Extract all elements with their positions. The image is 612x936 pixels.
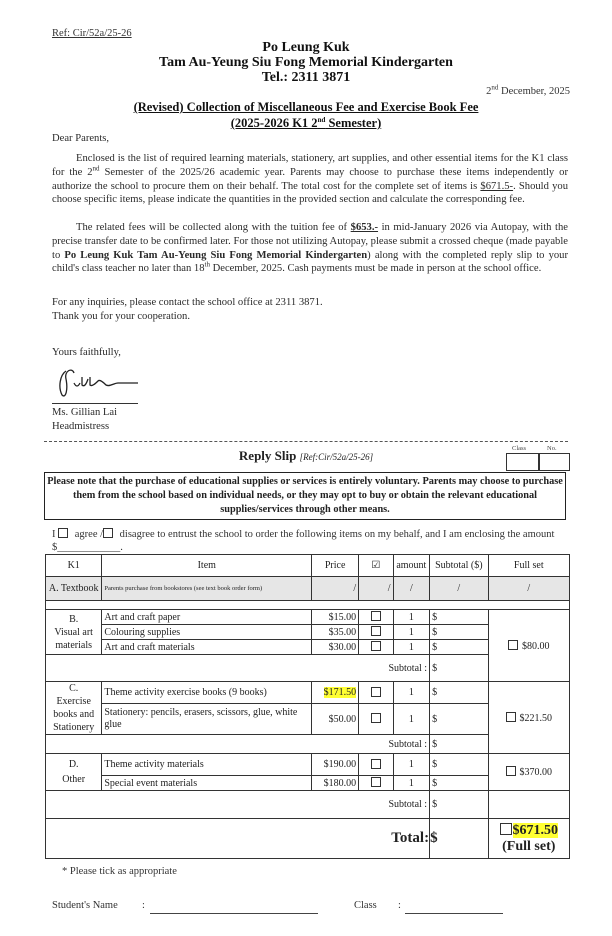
signature: [52, 365, 142, 401]
signature-line: [52, 403, 138, 404]
item-price: $190.00: [312, 754, 359, 776]
signer-name: Ms. Gillian Lai: [52, 407, 118, 418]
item-quantity[interactable]: 1: [393, 754, 430, 776]
amount-input[interactable]: ____________: [57, 542, 121, 553]
closing: Yours faithfully,: [52, 347, 121, 358]
class-box-label: Class: [512, 445, 527, 452]
signer-title: Headmistress: [52, 421, 110, 432]
class-colon: :: [398, 900, 401, 911]
item-price: $35.00: [312, 625, 359, 640]
item-name: Art and craft paper: [102, 610, 312, 625]
letter-date: 2nd December, 2025: [486, 83, 570, 97]
table-row: [46, 610, 570, 625]
subtotal-label: Subtotal :: [46, 791, 430, 819]
paragraph-1: Enclosed is the list of required learning materials, stationery, art supplies, and other essential items for the K1 class for the 2nd Semester of the 2025/26 academic year. Parents may choose to purchase these items independently or authorize the school to procure them on their behalf. The total cost for the complete set of items is $671.5-. Should you choose specific items, please indicate the quantities in the provided section and calculate the corresponding fee.: [52, 153, 569, 206]
item-checkbox[interactable]: [359, 754, 393, 776]
item-name: Special event materials: [102, 776, 312, 791]
textbook-subtotal: /: [430, 577, 488, 601]
school-name: Tam Au-Yeung Siu Fong Memorial Kindergarten: [159, 55, 453, 70]
item-checkbox[interactable]: [359, 682, 393, 704]
header-subtotal: Subtotal ($): [430, 555, 488, 577]
fullset-total[interactable]: $671.50 (Full set): [488, 819, 569, 859]
item-checkbox[interactable]: [359, 610, 393, 625]
header-amount: amount: [393, 555, 430, 577]
fullset-visual-art[interactable]: $80.00: [488, 610, 569, 682]
disagree-checkbox[interactable]: [103, 528, 113, 538]
fullset-other[interactable]: $370.00: [488, 754, 569, 791]
item-quantity[interactable]: 1: [393, 776, 430, 791]
item-name: Art and craft materials: [102, 640, 312, 655]
header-k1: K1: [46, 555, 102, 577]
total-label: Total:: [46, 819, 430, 859]
subtotal-label: Subtotal :: [46, 735, 430, 754]
item-subtotal[interactable]: $: [430, 640, 488, 655]
textbook-fullset: /: [488, 577, 569, 601]
fullset-exercise-books[interactable]: $221.50: [488, 682, 569, 754]
subtotal-value[interactable]: $: [430, 735, 488, 754]
school-tel: Tel.: 2311 3871: [261, 70, 351, 85]
item-quantity[interactable]: 1: [393, 625, 430, 640]
thanks-line: Thank you for your cooperation.: [52, 311, 190, 322]
class-box[interactable]: [506, 453, 540, 471]
category-textbook: A. Textbook: [46, 577, 102, 601]
category-exercise-books: C. Exercise books and Stationery: [46, 682, 102, 735]
fullset-empty: [488, 791, 569, 819]
item-price: $180.00: [312, 776, 359, 791]
item-checkbox[interactable]: [359, 776, 393, 791]
item-name: Colouring supplies: [102, 625, 312, 640]
cut-line: [44, 441, 568, 442]
textbook-price: /: [312, 577, 359, 601]
header-tick: ☑: [359, 555, 393, 577]
tick-note: * Please tick as appropriate: [62, 866, 177, 877]
student-name-field[interactable]: [150, 913, 318, 914]
inquiry-line: For any inquiries, please contact the school office at 2311 3871.: [52, 297, 323, 308]
category-visual-art: B. Visual art materials: [46, 610, 102, 655]
header-price: Price: [312, 555, 359, 577]
paragraph-2: The related fees will be collected along with the tuition fee of $653.- in mid-January 2026 via Autopay, with the precise transfer date to be confirmed later. For those not utilizing Autopay, please submit a crossed cheque (made payable to Po Leung Kuk Tam Au-Yeung Siu Fong Memorial Kindergarten) along with the completed reply slip to your child's class teacher no later than 18th December, 2025. Cash payments must be made in person at the school office.: [52, 222, 568, 275]
item-quantity[interactable]: 1: [393, 610, 430, 625]
category-other: D. Other: [46, 754, 102, 791]
item-quantity[interactable]: 1: [393, 704, 430, 735]
item-subtotal[interactable]: $: [430, 776, 488, 791]
item-checkbox[interactable]: [359, 704, 393, 735]
item-price: $171.50: [312, 682, 359, 704]
item-name: Theme activity exercise books (9 books): [102, 682, 312, 704]
student-name-colon: :: [142, 900, 145, 911]
letter-subtitle: (2025-2026 K1 2nd Semester): [230, 115, 382, 130]
textbook-amount: /: [393, 577, 430, 601]
header-item: Item: [102, 555, 312, 577]
reply-slip-title: Reply Slip [Ref:Cir/52a/25-26]: [238, 448, 374, 463]
number-box-label: No.: [547, 445, 557, 452]
subtotal-label: Subtotal :: [46, 655, 430, 682]
letter-title: (Revised) Collection of Miscellaneous Fee and Exercise Book Fee: [133, 100, 479, 114]
textbook-note: Parents purchase from bookstores (see text book order form): [102, 577, 312, 601]
voluntary-notice: Please note that the purchase of educational supplies or services is entirely voluntary. Parents may choose to purchase them from the school based on individual needs, or they may opt to buy or obtain the relevant educational supplies/services through other means.: [44, 472, 566, 520]
item-subtotal[interactable]: $: [430, 754, 488, 776]
agree-checkbox[interactable]: [58, 528, 68, 538]
subtotal-value[interactable]: $: [430, 655, 488, 682]
item-subtotal[interactable]: $: [430, 704, 488, 735]
greeting: Dear Parents,: [52, 133, 110, 144]
org-name: Po Leung Kuk: [262, 40, 350, 55]
class-label: Class: [354, 900, 377, 911]
item-checkbox[interactable]: [359, 625, 393, 640]
item-price: $30.00: [312, 640, 359, 655]
total-row: [46, 819, 570, 859]
table-row: [46, 754, 570, 776]
number-box[interactable]: [538, 453, 570, 471]
item-subtotal[interactable]: $: [430, 610, 488, 625]
total-value[interactable]: $: [430, 819, 488, 859]
table-row: [46, 682, 570, 704]
textbook-row: [46, 577, 570, 601]
item-subtotal[interactable]: $: [430, 625, 488, 640]
item-quantity[interactable]: 1: [393, 640, 430, 655]
item-checkbox[interactable]: [359, 640, 393, 655]
reference-number: Ref: Cir/52a/25-26: [52, 28, 132, 39]
header-fullset: Full set: [488, 555, 569, 577]
item-price: $15.00: [312, 610, 359, 625]
item-quantity[interactable]: 1: [393, 682, 430, 704]
fullset-total-checkbox[interactable]: [500, 823, 512, 835]
item-subtotal[interactable]: $: [430, 682, 488, 704]
item-price: $50.00: [312, 704, 359, 735]
spacer-row: [46, 601, 570, 610]
subtotal-row: [46, 791, 570, 819]
textbook-tick: /: [359, 577, 393, 601]
item-name: Theme activity materials: [102, 754, 312, 776]
item-name: Stationery: pencils, erasers, scissors, glue, white glue: [102, 704, 312, 735]
student-name-label: Student's Name: [52, 900, 118, 911]
fee-table: [45, 554, 570, 859]
class-field[interactable]: [405, 913, 503, 914]
agreement-line: I agree / disagree to entrust the school to order the following items on my behalf, and I am enclosing the amount $____________.: [52, 529, 555, 553]
subtotal-value[interactable]: $: [430, 791, 488, 819]
table-header-row: [46, 555, 570, 577]
